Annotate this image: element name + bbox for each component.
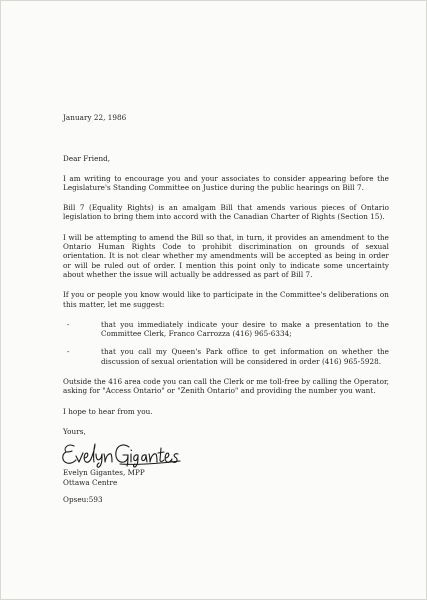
paragraph-amendment: I will be attempting to amend the Bill so that, in turn, it provides an amendment to the Ontario Human Rights Code to prohibit discrimination on grounds of sexual orientation. It is not clear whether my amendments will be accepted as being in order or will be ruled out of order. I mention this point only to indicate some uncertainty about whether the issue will actually be addressed as part of Bill 7. bbox=[63, 232, 389, 279]
paragraph-participation: If you or people you know would like to participate in the Committee's deliberations on this matter, let me suggest: bbox=[63, 290, 389, 309]
paragraph-bill-description: Bill 7 (Equality Rights) is an amalgam Bill that amends various pieces of Ontario legislation to bring them into accord with the Canadian Charter of Rights (Section 15). bbox=[63, 203, 389, 222]
suggestion-list bbox=[63, 320, 389, 366]
list-marker: - bbox=[67, 347, 70, 357]
complimentary-close: Yours, bbox=[63, 426, 86, 436]
suggestion-item bbox=[63, 320, 389, 339]
signer-office: Ottawa Centre bbox=[63, 477, 118, 487]
signer-name: Evelyn Gigantes, MPP bbox=[63, 468, 145, 478]
suggestion-text: that you immediately indicate your desire to make a presentation to the Committee Clerk, Franco Carrozza (416) 965-6334; bbox=[101, 319, 389, 339]
paragraph-toll-free: Outside the 416 area code you can call the Clerk or me toll-free by calling the Operator, asking for "Access Ontario" or "Zenith Ontario" and providing the number you want. bbox=[63, 377, 389, 396]
suggestion-item bbox=[63, 347, 389, 366]
suggestion-text: that you call my Queen's Park office to get information on whether the discussion of sexual orientation will be considered in order (416) 965-5928. bbox=[101, 347, 389, 366]
list-marker: - bbox=[67, 319, 70, 329]
handwritten-signature bbox=[60, 440, 190, 468]
paragraph-intro: I am writing to encourage you and your associates to consider appearing before the Legislature's Standing Committee on Justice during the public hearings on Bill 7. bbox=[63, 173, 389, 192]
letter-date: January 22, 1986 bbox=[63, 113, 127, 122]
letter-body bbox=[63, 113, 389, 504]
paragraph-closing-remark: I hope to hear from you. bbox=[63, 406, 153, 416]
reference-code: Opseu:593 bbox=[63, 494, 103, 504]
salutation: Dear Friend, bbox=[63, 154, 111, 164]
